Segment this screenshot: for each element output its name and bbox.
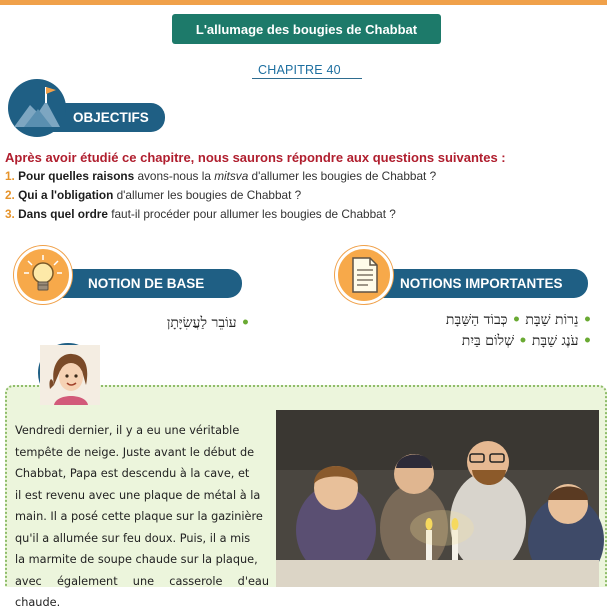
objectives-intro: Après avoir étudié ce chapitre, nous saurons répondre aux questions suivantes : [5,150,506,165]
hebrew-term: עֹנֶג שַׁבָּת [531,333,579,349]
chapter-label: CHAPITRE 40 [258,63,341,77]
top-accent-bar [0,0,607,5]
bullet: • [241,315,250,331]
story-line: avec également une casserole d'eau chaude. [15,574,269,609]
chapter-underline [252,78,362,79]
objectives-badge-label: OBJECTIFS [73,110,149,125]
hebrew-term: נֵרוֹת שַׁבָּת [525,312,579,328]
question-text: avons-nous la [134,169,215,183]
question-number: 2. [5,188,15,202]
girl-avatar-icon [38,343,98,403]
story-line: il est revenu avec une plaque de métal à la [15,488,261,502]
bullet: • [518,333,528,349]
notion-base-badge-label: NOTION DE BASE [88,276,205,291]
story-line: tempête de neige. Juste avant le début de [15,445,255,459]
question-bold: Qui a l'obligation [18,188,114,202]
page-title: L'allumage des bougies de Chabbat [172,14,441,44]
question-text: d'allumer les bougies de Chabbat ? [113,188,302,202]
question-italic: mitsva [214,169,249,183]
story-line: qu'il a allumée sur feu doux. Puis, il a mis [15,531,251,545]
family-table-illustration [276,410,599,587]
question-3 [5,207,396,221]
story-line: main. Il a posé cette plaque sur la gazinière [15,510,263,523]
document-icon [335,246,393,304]
notions-importantes-badge-label: NOTIONS IMPORTANTES [400,276,563,291]
notions-importantes-badge [362,269,588,298]
question-bold: Pour quelles raisons [18,169,135,183]
story-text [15,420,269,614]
notion-base-term [90,315,250,332]
question-number: 3. [5,207,15,221]
question-1 [5,169,436,183]
hebrew-term: כְּבוֹד הַשַּׁבָּת [445,312,508,328]
question-text: faut-il procéder pour allumer les bougies de Chabbat ? [107,207,396,221]
flag-mountain-icon [8,79,66,137]
notions-importantes-row-2 [370,333,592,350]
notions-importantes-row-1 [370,312,592,329]
story-line: la marmite de soupe chaude sur la plaque, [15,553,258,566]
bullet: • [511,312,521,328]
story-line: Vendredi dernier, il y a eu une véritable [15,424,240,437]
story-line: Chabbat, Papa est descendu à la cave, et [15,467,250,480]
question-2 [5,188,301,202]
question-bold: Dans quel ordre [18,207,108,221]
lightbulb-icon [14,246,72,304]
bullet: • [583,312,592,328]
question-number: 1. [5,169,15,183]
hebrew-term: שְׁלוֹם בַּיִת [461,333,514,349]
question-text: d'allumer les bougies de Chabbat ? [248,169,437,183]
bullet: • [583,333,592,349]
hebrew-term: עוֹבֵר לַעֲשִׂיָּתָן [166,315,237,331]
